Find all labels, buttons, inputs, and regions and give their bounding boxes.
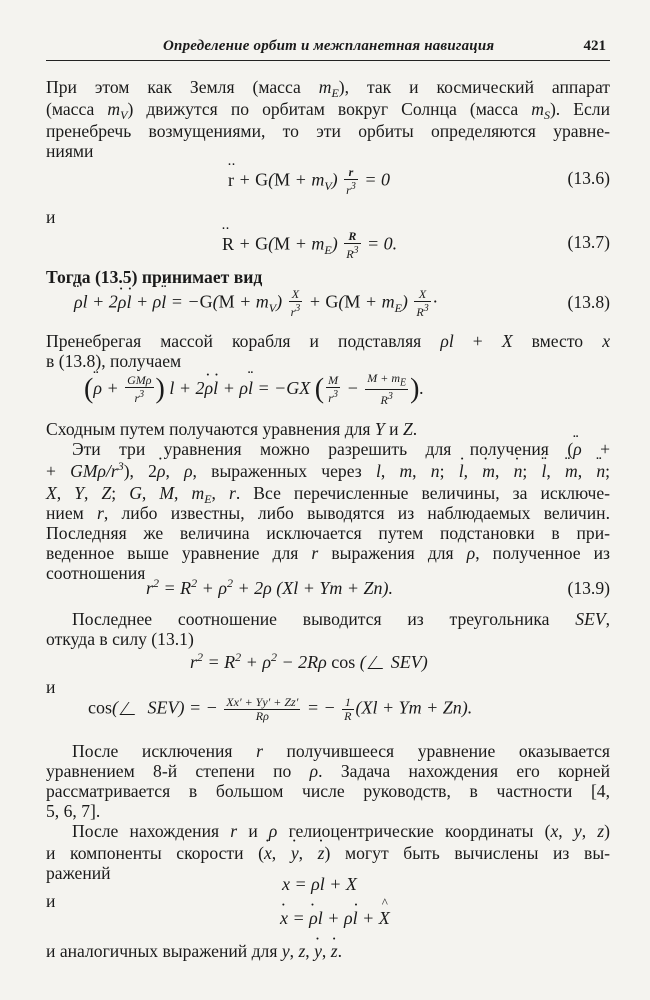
text-line: соотношения <box>46 563 146 583</box>
text-line: в (13.8), получаем <box>46 351 182 371</box>
text-line: откуда в силу (13.1) <box>46 629 194 649</box>
text-line: После нахождения r и ρ гелиоцентрические координаты (x, y, z) <box>72 821 611 841</box>
equation-13-7: ·· $R + G(M + m_E)$ $\frac{R}{R^3}$ = 0. <box>222 230 397 261</box>
text-line: рассматривается в большом числе руководств, в частности [4, <box>46 781 610 801</box>
text-line: ражений <box>46 863 111 883</box>
equation-position: x = ρl + X <box>282 874 357 894</box>
text-line: пренебречь возмущениями, то эти орбиты определяются уравне- <box>46 121 610 141</box>
text-line: Сходным путем получаются уравнения для Y и Z. <box>46 419 418 439</box>
equation-13-9: $r^2 = R^2 + \rho^2 + 2\rho$ (Xl + Ym + Zn). <box>146 576 394 598</box>
text-line: Последнее соотношение выводится из треугольника SEV, <box>72 609 610 629</box>
equation-number: (13.9) <box>567 578 610 598</box>
text-line: ниями <box>46 141 94 161</box>
text-line: и <box>46 207 56 227</box>
equation-substituted: (·· ρ + $\frac{\text{GMρ}}{r^3}$ ) l + 2· ρ· l + ρ·· l = −GX ( $\frac{M}{r^3}$ − $\frac{M + m_E}{R^3}$ ). <box>84 372 424 407</box>
equation-law-of-cosines: $r^2 = R^2 + \rho^2 - 2R\rho$ cos ( SEV) <box>190 650 428 672</box>
page-number: 421 <box>583 38 606 54</box>
text-line: При этом как Земля (масса $m_E$), так и космический аппарат <box>46 77 610 100</box>
text-line: и компоненты скорости (· x, · y, · z) могут быть вычислены из вы- <box>46 842 610 864</box>
text-line: Пренебрегая массой корабля и подставляя ρl + X вместо x <box>46 331 610 351</box>
text-line: X, Y, Z; G, M, $m_E$, r. Все перечисленные величины, за исключе- <box>46 483 611 506</box>
equation-cosine: cos( SEV) = − $\frac{Xx' + Yy' + Zz'}{R\rho}$ = − $\frac{1}{R}$ (Xl + Ym + Zn). <box>88 695 473 723</box>
text-line: Последняя же величина исключается путем подстановки в при- <box>46 523 610 543</box>
text-line: нием r, либо известны, либо выводятся из наблюдаемых величин. <box>46 503 610 523</box>
text-line: и <box>46 891 56 911</box>
text-line: 5, 6, 7]. <box>46 801 101 821</box>
equation-number: (13.6) <box>567 168 610 188</box>
text-line: + GMρ/$r^3$), 2· ρ, ρ, выраженных через l, m, n; · l, · m, · n; ·· l, ·· m, ·· n; <box>46 460 610 484</box>
equation-13-8: ·· $\rho l + 2\cdot \rho\cdot l + \rho\cdot\cdot l = -G(M + m_V)$ $\frac{X}{r^3}$ + $G(M + m_E)$ $\frac{X}{R^3}$ · <box>74 288 437 319</box>
running-title: Определение орбит и межпланетная навигация <box>163 38 495 54</box>
text-line: Тогда (13.5) принимает вид <box>46 267 263 287</box>
equation-velocity: · x = · ρl + ρ· l + ^ X <box>280 908 390 929</box>
text-line: веденное выше уравнение для r выражения для ρ, полученное из <box>46 543 610 563</box>
text-line: и <box>46 677 56 697</box>
text-line: и аналогичных выражений для y, z, · y, · z. <box>46 940 342 962</box>
text-line: После исключения r получившееся уравнение оказывается <box>72 741 610 761</box>
equation-13-6: ·· $r + G(M + m_V)$ $\frac{r}{r^3}$ = 0 <box>228 166 390 197</box>
equation-number: (13.7) <box>567 232 610 252</box>
equation-number: (13.8) <box>567 292 610 312</box>
text-line: уравнением 8-й степени по ρ. Задача нахождения его корней <box>46 761 610 781</box>
text-line: (масса $m_V$) движутся по орбитам вокруг Солнца (масса $m_S$). Если <box>46 99 610 122</box>
text-line: Эти три уравнения можно разрешить для получения (·· ρ + <box>72 438 610 460</box>
running-header <box>46 36 610 61</box>
